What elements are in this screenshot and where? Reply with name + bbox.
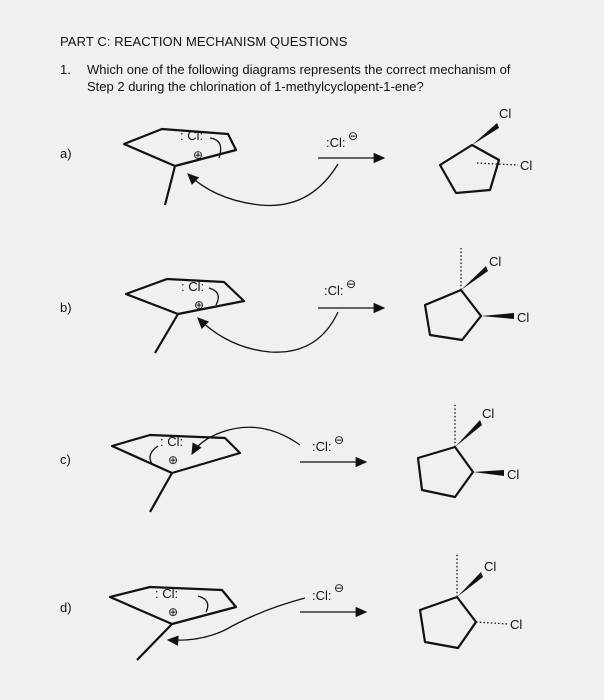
bridging-chlorine-d: : Cl: xyxy=(155,586,179,601)
curved-arrow-b xyxy=(198,312,338,352)
product-cl-side-a: Cl xyxy=(520,158,533,173)
question-text-line-2: Step 2 during the chlorination of 1-methylcyclopent-1-ene? xyxy=(87,79,424,94)
option-c-label[interactable]: c) xyxy=(60,452,71,467)
positive-charge-a: ⊕ xyxy=(193,148,204,162)
product-c xyxy=(418,403,519,497)
chloride-nucleophile-c: :Cl: xyxy=(312,439,332,454)
negative-charge-c: ⊖ xyxy=(334,433,345,447)
chloronium-ring-d xyxy=(110,586,236,660)
product-cl-side-c: Cl xyxy=(507,467,520,482)
product-cl-top-b: Cl xyxy=(489,254,502,269)
product-cl-side-b: Cl xyxy=(517,310,530,325)
negative-charge-a: ⊖ xyxy=(348,129,359,143)
product-cl-top-c: Cl xyxy=(482,406,495,421)
option-d-label[interactable]: d) xyxy=(60,600,72,615)
option-b-label[interactable]: b) xyxy=(60,300,72,315)
bridging-chlorine-a: : Cl: xyxy=(180,128,204,143)
chloronium-ring-a xyxy=(124,128,236,205)
chloronium-ring-b xyxy=(126,279,244,353)
chloride-nucleophile-d: :Cl: xyxy=(312,588,332,603)
product-d xyxy=(420,553,522,648)
option-a-label[interactable]: a) xyxy=(60,146,72,161)
positive-charge-b: ⊕ xyxy=(194,298,205,312)
chloride-nucleophile-b: :Cl: xyxy=(324,283,344,298)
product-b xyxy=(425,248,529,340)
section-title: PART C: REACTION MECHANISM QUESTIONS xyxy=(60,34,348,49)
option-d-diagram[interactable] xyxy=(110,553,522,660)
question-number: 1. xyxy=(60,62,71,77)
option-b-diagram[interactable] xyxy=(126,248,529,353)
option-a-diagram[interactable] xyxy=(124,106,532,205)
positive-charge-d: ⊕ xyxy=(168,605,179,619)
bridging-chlorine-c: : Cl: xyxy=(160,434,184,449)
negative-charge-d: ⊖ xyxy=(334,581,345,595)
bridging-chlorine-b: : Cl: xyxy=(181,279,205,294)
chloronium-ring-c xyxy=(112,434,240,512)
product-a xyxy=(440,106,532,193)
chloride-nucleophile-a: :Cl: xyxy=(326,135,346,150)
question-text-line-1: Which one of the following diagrams represents the correct mechanism of xyxy=(87,62,511,77)
positive-charge-c: ⊕ xyxy=(168,453,179,467)
product-cl-top-a: Cl xyxy=(499,106,512,121)
curved-arrow-a xyxy=(188,164,338,205)
negative-charge-b: ⊖ xyxy=(346,277,357,291)
product-cl-top-d: Cl xyxy=(484,559,497,574)
option-c-diagram[interactable] xyxy=(112,403,519,512)
curved-arrow-c xyxy=(192,427,300,454)
product-cl-side-d: Cl xyxy=(510,617,523,632)
